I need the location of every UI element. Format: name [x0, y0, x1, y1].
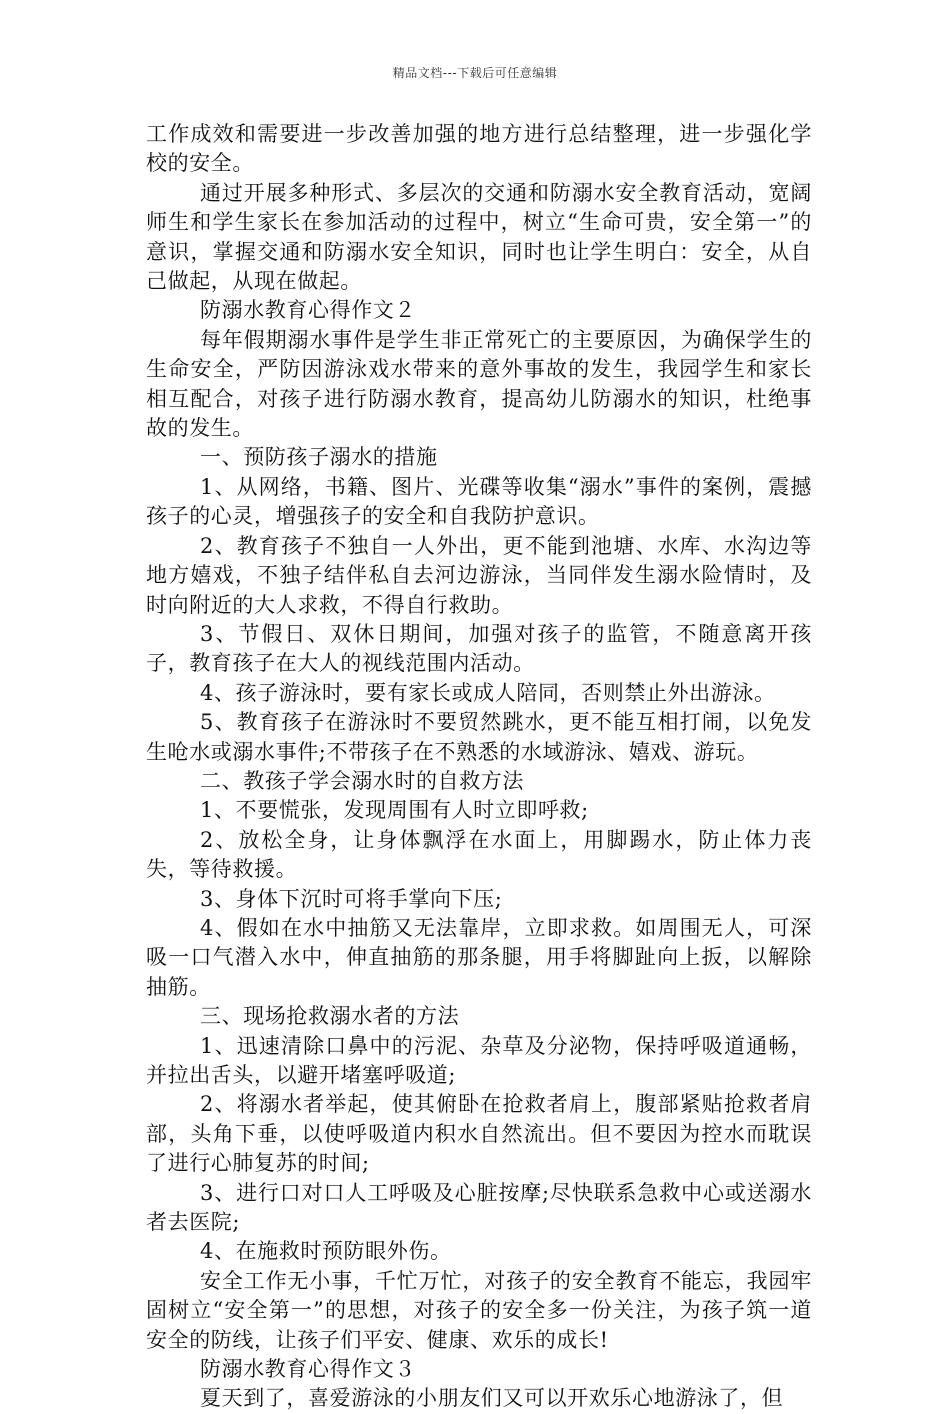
- paragraph: 工作成效和需要进一步改善加强的地方进行总结整理，进一步强化学校的安全。: [146, 122, 812, 176]
- paragraph: 4、在施救时预防眼外伤。: [200, 1239, 452, 1264]
- paragraph: 3、节假日、双休日期间，加强对孩子的监管，不随意离开孩子，教育孩子在大人的视线范围内活动。: [146, 621, 812, 676]
- paragraph: 通过开展多种形式、多层次的交通和防溺水安全教育活动，宽阔师生和学生家长在参加活动的过程中，树立“生命可贵，安全第一”的意识，掌握交通和防溺水安全知识，同时也让学生明白：安全，从自己做起，从现在做起。: [146, 180, 812, 294]
- paragraph: 1、不要慌张，发现周围有人时立即呼救;: [200, 798, 589, 823]
- paragraph: 4、孩子游泳时，要有家长或成人陪同，否则禁止外出游泳。: [200, 680, 776, 705]
- paragraph: 防溺水教育心得作文２: [200, 298, 416, 323]
- paragraph: 1、迅速清除口鼻中的污泥、杂草及分泌物，保持呼吸道通畅，并拉出舌头，以避开堵塞呼吸道;: [146, 1033, 812, 1087]
- paragraph: 3、进行口对口人工呼吸及心脏按摩;尽快联系急救中心或送溺水者去医院;: [146, 1180, 812, 1235]
- paragraph: 1、从网络，书籍、图片、光碟等收集“溺水”事件的案例，震撼孩子的心灵，增强孩子的安全和自我防护意识。: [146, 474, 812, 529]
- paragraph: 2、将溺水者举起，使其俯卧在抢救者肩上，腹部紧贴抢救者肩部，头角下垂，以使呼吸道内积水自然流出。但不要因为控水而耽误了进行心肺复苏的时间;: [146, 1092, 812, 1176]
- paragraph: 2、教育孩子不独自一人外出，更不能到池塘、水库、水沟边等地方嬉戏，不独子结伴私自去河边游泳，当同伴发生溺水险情时，及时向附近的大人求救，不得自行救助。: [146, 533, 812, 617]
- paragraph: 一、预防孩子溺水的措施: [200, 445, 438, 470]
- document-body: [146, 120, 812, 1414]
- paragraph: 2、放松全身，让身体飘浮在水面上，用脚踢水，防止体力丧失，等待救援。: [146, 827, 812, 882]
- paragraph: 防溺水教育心得作文３: [200, 1357, 416, 1382]
- page-header: 精品文档---下载后可任意编辑: [392, 66, 558, 80]
- paragraph: 每年假期溺水事件是学生非正常死亡的主要原因，为确保学生的生命安全，严防因游泳戏水带来的意外事故的发生，我园学生和家长相互配合，对孩子进行防溺水教育，提高幼儿防溺水的知识，杜绝事故的发生。: [146, 327, 812, 441]
- paragraph: 3、身体下沉时可将手掌向下压;: [200, 886, 503, 911]
- paragraph: 5、教育孩子在游泳时不要贸然跳水，更不能互相打闹，以免发生呛水或溺水事件;不带孩子在不熟悉的水域游泳、嬉戏、游玩。: [146, 710, 812, 764]
- paragraph: 三、现场抢救溺水者的方法: [200, 1004, 460, 1029]
- paragraph: 二、教孩子学会溺水时的自救方法: [200, 768, 524, 793]
- paragraph: 夏天到了，喜爱游泳的小朋友们又可以开欢乐心地游泳了，但: [200, 1386, 784, 1411]
- paragraph: 4、假如在水中抽筋又无法靠岸，立即求救。如周围无人，可深吸一口气潜入水中，伸直抽筋的那条腿，用手将脚趾向上扳，以解除抽筋。: [146, 915, 812, 999]
- paragraph: 安全工作无小事，千忙万忙，对孩子的安全教育不能忘，我园牢固树立“安全第一”的思想，对孩子的安全多一份关注，为孩子筑一道安全的防线，让孩子们平安、健康、欢乐的成长!: [146, 1268, 812, 1352]
